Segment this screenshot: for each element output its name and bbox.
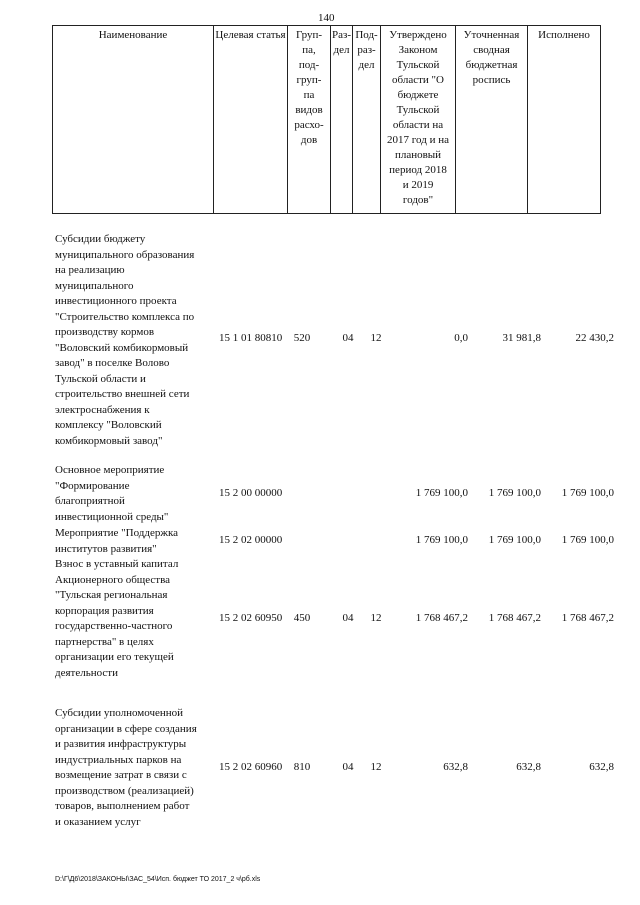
row-name: Мероприятие "Поддержка институтов развития" [55,527,179,555]
row-executed: 1 769 100,0 [561,534,614,546]
row-target: 15 1 01 80810 [219,332,283,344]
row-razdel: 04 [342,612,354,624]
row-executed: 1 769 100,0 [561,487,614,499]
row-razdel: 04 [342,332,354,344]
row-razdel: 04 [342,761,354,773]
row-approved: 632,8 [443,761,468,773]
row-target: 15 2 02 00000 [219,534,283,546]
row-target: 15 2 00 00000 [219,487,283,499]
row-refined: 632,8 [516,761,541,773]
row-executed: 22 430,2 [575,332,614,344]
row-target: 15 2 02 60960 [219,761,283,773]
row-podrazdel: 12 [370,612,382,624]
row-group: 810 [293,761,311,773]
header-name: Наименование [53,26,214,214]
row-group: 520 [293,332,311,344]
header-approved: Утверждено Законом Тульской области "О бюджете Тульской области на 2017 год и на плановый период 2018 и 2019 годов" [381,26,456,214]
row-group: 450 [293,612,311,624]
row-podrazdel: 12 [370,761,382,773]
header-group: Груп- па, под- груп- па видов расхо- дов [288,26,331,214]
row-approved: 1 769 100,0 [415,534,468,546]
header-executed: Исполнено [528,26,601,214]
row-name: Субсидии уполномоченной организации в сфере создания и развития инфраструктуры индустриальных парков на возмещение затрат в связи с производством (реализацией) товаров, выполнением работ и оказанием услуг [55,707,197,828]
header-refined: Уточненная сводная бюджетная роспись [456,26,528,214]
row-name: Субсидии бюджету муниципального образования на реализацию муниципального инвестиционного проекта "Строительство комплекса по производству кормов "Воловский комбикормовый завод" в поселке Волово Тульской области и строительство внешней сети электроснабжения к комплексу "Воловский комбикормовый завод" [55,233,195,447]
row-target: 15 2 02 60950 [219,612,283,624]
header-podrazdel: Под- раз- дел [353,26,381,214]
row-approved: 0,0 [454,332,468,344]
page-number: 140 [318,12,335,24]
header-razdel: Раз- дел [331,26,353,214]
table-header [52,25,601,214]
footer-file-path: D:\Г\Д6\2018\ЗАКОНЫ\ЗАС_54\Исп. бюджет ТО 2017_2 ч\рб.xls [55,876,261,883]
row-executed: 1 768 467,2 [561,612,614,624]
row-refined: 1 768 467,2 [488,612,541,624]
row-name: Основное мероприятие "Формирование благоприятной инвестиционной среды" [55,464,169,523]
row-podrazdel: 12 [370,332,382,344]
row-executed: 632,8 [589,761,614,773]
row-name: Взнос в уставный капитал Акционерного общества "Тульская региональная корпорация развития государственно-частного партнерства" в целях организации его текущей деятельности [55,558,179,679]
row-refined: 1 769 100,0 [488,487,541,499]
row-approved: 1 769 100,0 [415,487,468,499]
header-target-article: Целевая статья [214,26,288,214]
row-refined: 31 981,8 [502,332,541,344]
row-refined: 1 769 100,0 [488,534,541,546]
row-approved: 1 768 467,2 [415,612,468,624]
